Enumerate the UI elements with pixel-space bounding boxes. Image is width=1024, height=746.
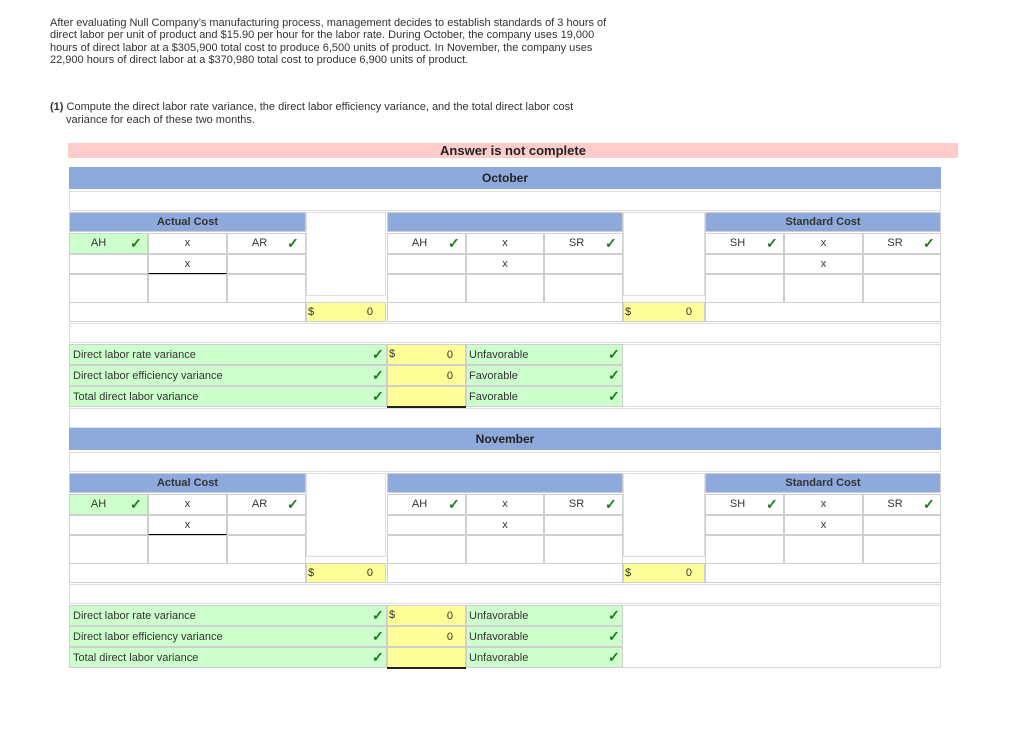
gap-col: [306, 473, 386, 557]
dollar-sign-3: $: [389, 348, 396, 360]
total-right[interactable]: 0: [623, 302, 705, 322]
ar-check: ✓: [287, 496, 299, 512]
ah-check: ✓: [130, 235, 142, 251]
ah-check: ✓: [130, 496, 142, 512]
ah-label-2: AH: [387, 494, 466, 515]
sh-check: ✓: [766, 235, 778, 251]
gap-col-2: [623, 473, 705, 557]
input-cell[interactable]: [227, 254, 306, 274]
ah-label-2: AH: [387, 233, 466, 254]
input-cell[interactable]: [227, 274, 306, 303]
input-cell[interactable]: [387, 274, 466, 303]
sr-check: ✓: [605, 235, 617, 251]
ar-label: AR: [227, 494, 306, 515]
input-cell[interactable]: [69, 515, 148, 535]
input-cell[interactable]: [863, 535, 941, 564]
variance-label-check: ✓: [372, 628, 384, 644]
variance-label-check: ✓: [372, 649, 384, 665]
variance-label-check: ✓: [372, 388, 384, 404]
total-right[interactable]: 0: [623, 563, 705, 583]
variance-label: Total direct labor variance: [69, 386, 387, 407]
x-operator: x: [148, 233, 227, 254]
ah-label: AH: [69, 233, 148, 254]
input-cell[interactable]: [705, 535, 784, 564]
input-cell[interactable]: [69, 535, 148, 564]
input-cell[interactable]: [544, 535, 623, 564]
input-cell[interactable]: [705, 274, 784, 303]
variance-label: Direct labor efficiency variance: [69, 365, 387, 386]
variance-type[interactable]: Favorable: [466, 386, 623, 407]
sr-label: SR: [544, 494, 623, 515]
variance-label-check: ✓: [372, 607, 384, 623]
sh-label: SH: [705, 494, 784, 515]
x-operator-row2: x: [466, 515, 544, 535]
input-cell[interactable]: [544, 254, 623, 274]
sr-check-2: ✓: [923, 496, 935, 512]
month-header: October: [69, 167, 941, 189]
input-cell[interactable]: [148, 535, 227, 564]
variance-label: Direct labor rate variance: [69, 605, 387, 626]
sr-label-2: SR: [863, 233, 941, 254]
totals-spacer: [69, 302, 306, 322]
input-cell[interactable]: [784, 535, 863, 564]
variance-label: Total direct labor variance: [69, 647, 387, 668]
dollar-sign: $: [308, 306, 315, 318]
input-cell[interactable]: [227, 535, 306, 564]
input-cell[interactable]: [466, 274, 544, 303]
variance-type[interactable]: Unfavorable: [466, 605, 623, 626]
variance-type[interactable]: Favorable: [466, 365, 623, 386]
totals-spacer-2: [387, 302, 623, 322]
answer-status-banner: Answer is not complete: [68, 143, 958, 158]
variance-type-check: ✓: [608, 346, 620, 362]
standard-cost-header: Standard Cost: [705, 212, 941, 232]
input-cell[interactable]: [863, 254, 941, 274]
x-operator-3: x: [784, 494, 863, 515]
x-operator-row2: x: [148, 515, 227, 535]
totals-spacer-3: [705, 302, 941, 322]
spacer-row: [69, 584, 941, 604]
problem-text: After evaluating Null Company’s manufacturing process, management decides to establish standards of 3 hours of direct labor per unit of product and $15.90 per hour for the labor rate. During October, the company uses 19,000 hours of direct labor at a $305,900 total cost to produce 6,500 units of product. In November, the company uses 22,900 hours of direct labor at a $370,980 total cost to produce 6,900 units of product.: [50, 17, 607, 66]
total-left[interactable]: 0: [306, 563, 386, 583]
variance-label: Direct labor rate variance: [69, 344, 387, 365]
month-header: November: [69, 428, 941, 450]
input-cell[interactable]: [784, 274, 863, 303]
input-cell[interactable]: [387, 515, 466, 535]
input-cell[interactable]: [544, 274, 623, 303]
x-operator: x: [148, 494, 227, 515]
dollar-sign-3: $: [389, 609, 396, 621]
spacer-row: [69, 323, 941, 343]
input-cell[interactable]: [387, 535, 466, 564]
variance-type-check: ✓: [608, 649, 620, 665]
x-operator-row2: x: [784, 254, 863, 274]
ah-label: AH: [69, 494, 148, 515]
variance-type[interactable]: Unfavorable: [466, 344, 623, 365]
sr-label-2: SR: [863, 494, 941, 515]
variance-amount[interactable]: [387, 386, 466, 407]
spacer-row: [69, 408, 941, 428]
middle-header: [387, 473, 623, 493]
totals-spacer-2: [387, 563, 623, 583]
x-operator-row2: x: [784, 515, 863, 535]
underline: [387, 667, 466, 669]
dollar-sign-2: $: [625, 567, 632, 579]
totals-spacer: [69, 563, 306, 583]
variance-amount[interactable]: 0: [387, 605, 466, 626]
question-text: Compute the direct labor rate variance, the direct labor efficiency variance, and the total direct labor cost variance for each of these two months.: [66, 101, 574, 126]
question: [50, 101, 610, 127]
x-operator-2: x: [466, 494, 544, 515]
ah-check-2: ✓: [448, 235, 460, 251]
dollar-sign-2: $: [625, 306, 632, 318]
x-operator-3: x: [784, 233, 863, 254]
middle-header: [387, 212, 623, 232]
gap-col-2: [623, 212, 705, 296]
variance-type-check: ✓: [608, 388, 620, 404]
variance-type[interactable]: Unfavorable: [466, 626, 623, 647]
standard-cost-header: Standard Cost: [705, 473, 941, 493]
gap-col: [306, 212, 386, 296]
input-cell[interactable]: [863, 515, 941, 535]
input-cell[interactable]: [148, 274, 227, 303]
input-cell[interactable]: [69, 254, 148, 274]
input-cell[interactable]: [387, 254, 466, 274]
totals-spacer-3: [705, 563, 941, 583]
input-cell[interactable]: [544, 515, 623, 535]
sr-check: ✓: [605, 496, 617, 512]
ar-check: ✓: [287, 235, 299, 251]
variance-amount[interactable]: [387, 647, 466, 668]
input-cell[interactable]: [227, 515, 306, 535]
spacer-row: [69, 452, 941, 472]
variance-type-check: ✓: [608, 628, 620, 644]
variance-label-check: ✓: [372, 346, 384, 362]
variance-label-check: ✓: [372, 367, 384, 383]
input-cell[interactable]: [69, 274, 148, 303]
variance-type[interactable]: Unfavorable: [466, 647, 623, 668]
question-number: (1): [50, 101, 64, 113]
input-cell[interactable]: [863, 274, 941, 303]
actual-cost-header: Actual Cost: [69, 212, 306, 232]
input-cell[interactable]: [466, 535, 544, 564]
variance-amount[interactable]: 0: [387, 626, 466, 647]
variance-type-check: ✓: [608, 367, 620, 383]
x-operator-row2: x: [148, 254, 227, 274]
total-left[interactable]: 0: [306, 302, 386, 322]
sr-check-2: ✓: [923, 235, 935, 251]
ar-label: AR: [227, 233, 306, 254]
input-cell[interactable]: [705, 515, 784, 535]
x-operator-2: x: [466, 233, 544, 254]
actual-cost-header: Actual Cost: [69, 473, 306, 493]
dollar-sign: $: [308, 567, 315, 579]
ah-check-2: ✓: [448, 496, 460, 512]
variance-amount[interactable]: 0: [387, 344, 466, 365]
sr-label: SR: [544, 233, 623, 254]
spacer-row: [69, 191, 941, 211]
input-cell[interactable]: [705, 254, 784, 274]
x-operator-row2: x: [466, 254, 544, 274]
variance-label: Direct labor efficiency variance: [69, 626, 387, 647]
sh-label: SH: [705, 233, 784, 254]
variance-type-check: ✓: [608, 607, 620, 623]
sh-check: ✓: [766, 496, 778, 512]
variance-amount[interactable]: 0: [387, 365, 466, 386]
